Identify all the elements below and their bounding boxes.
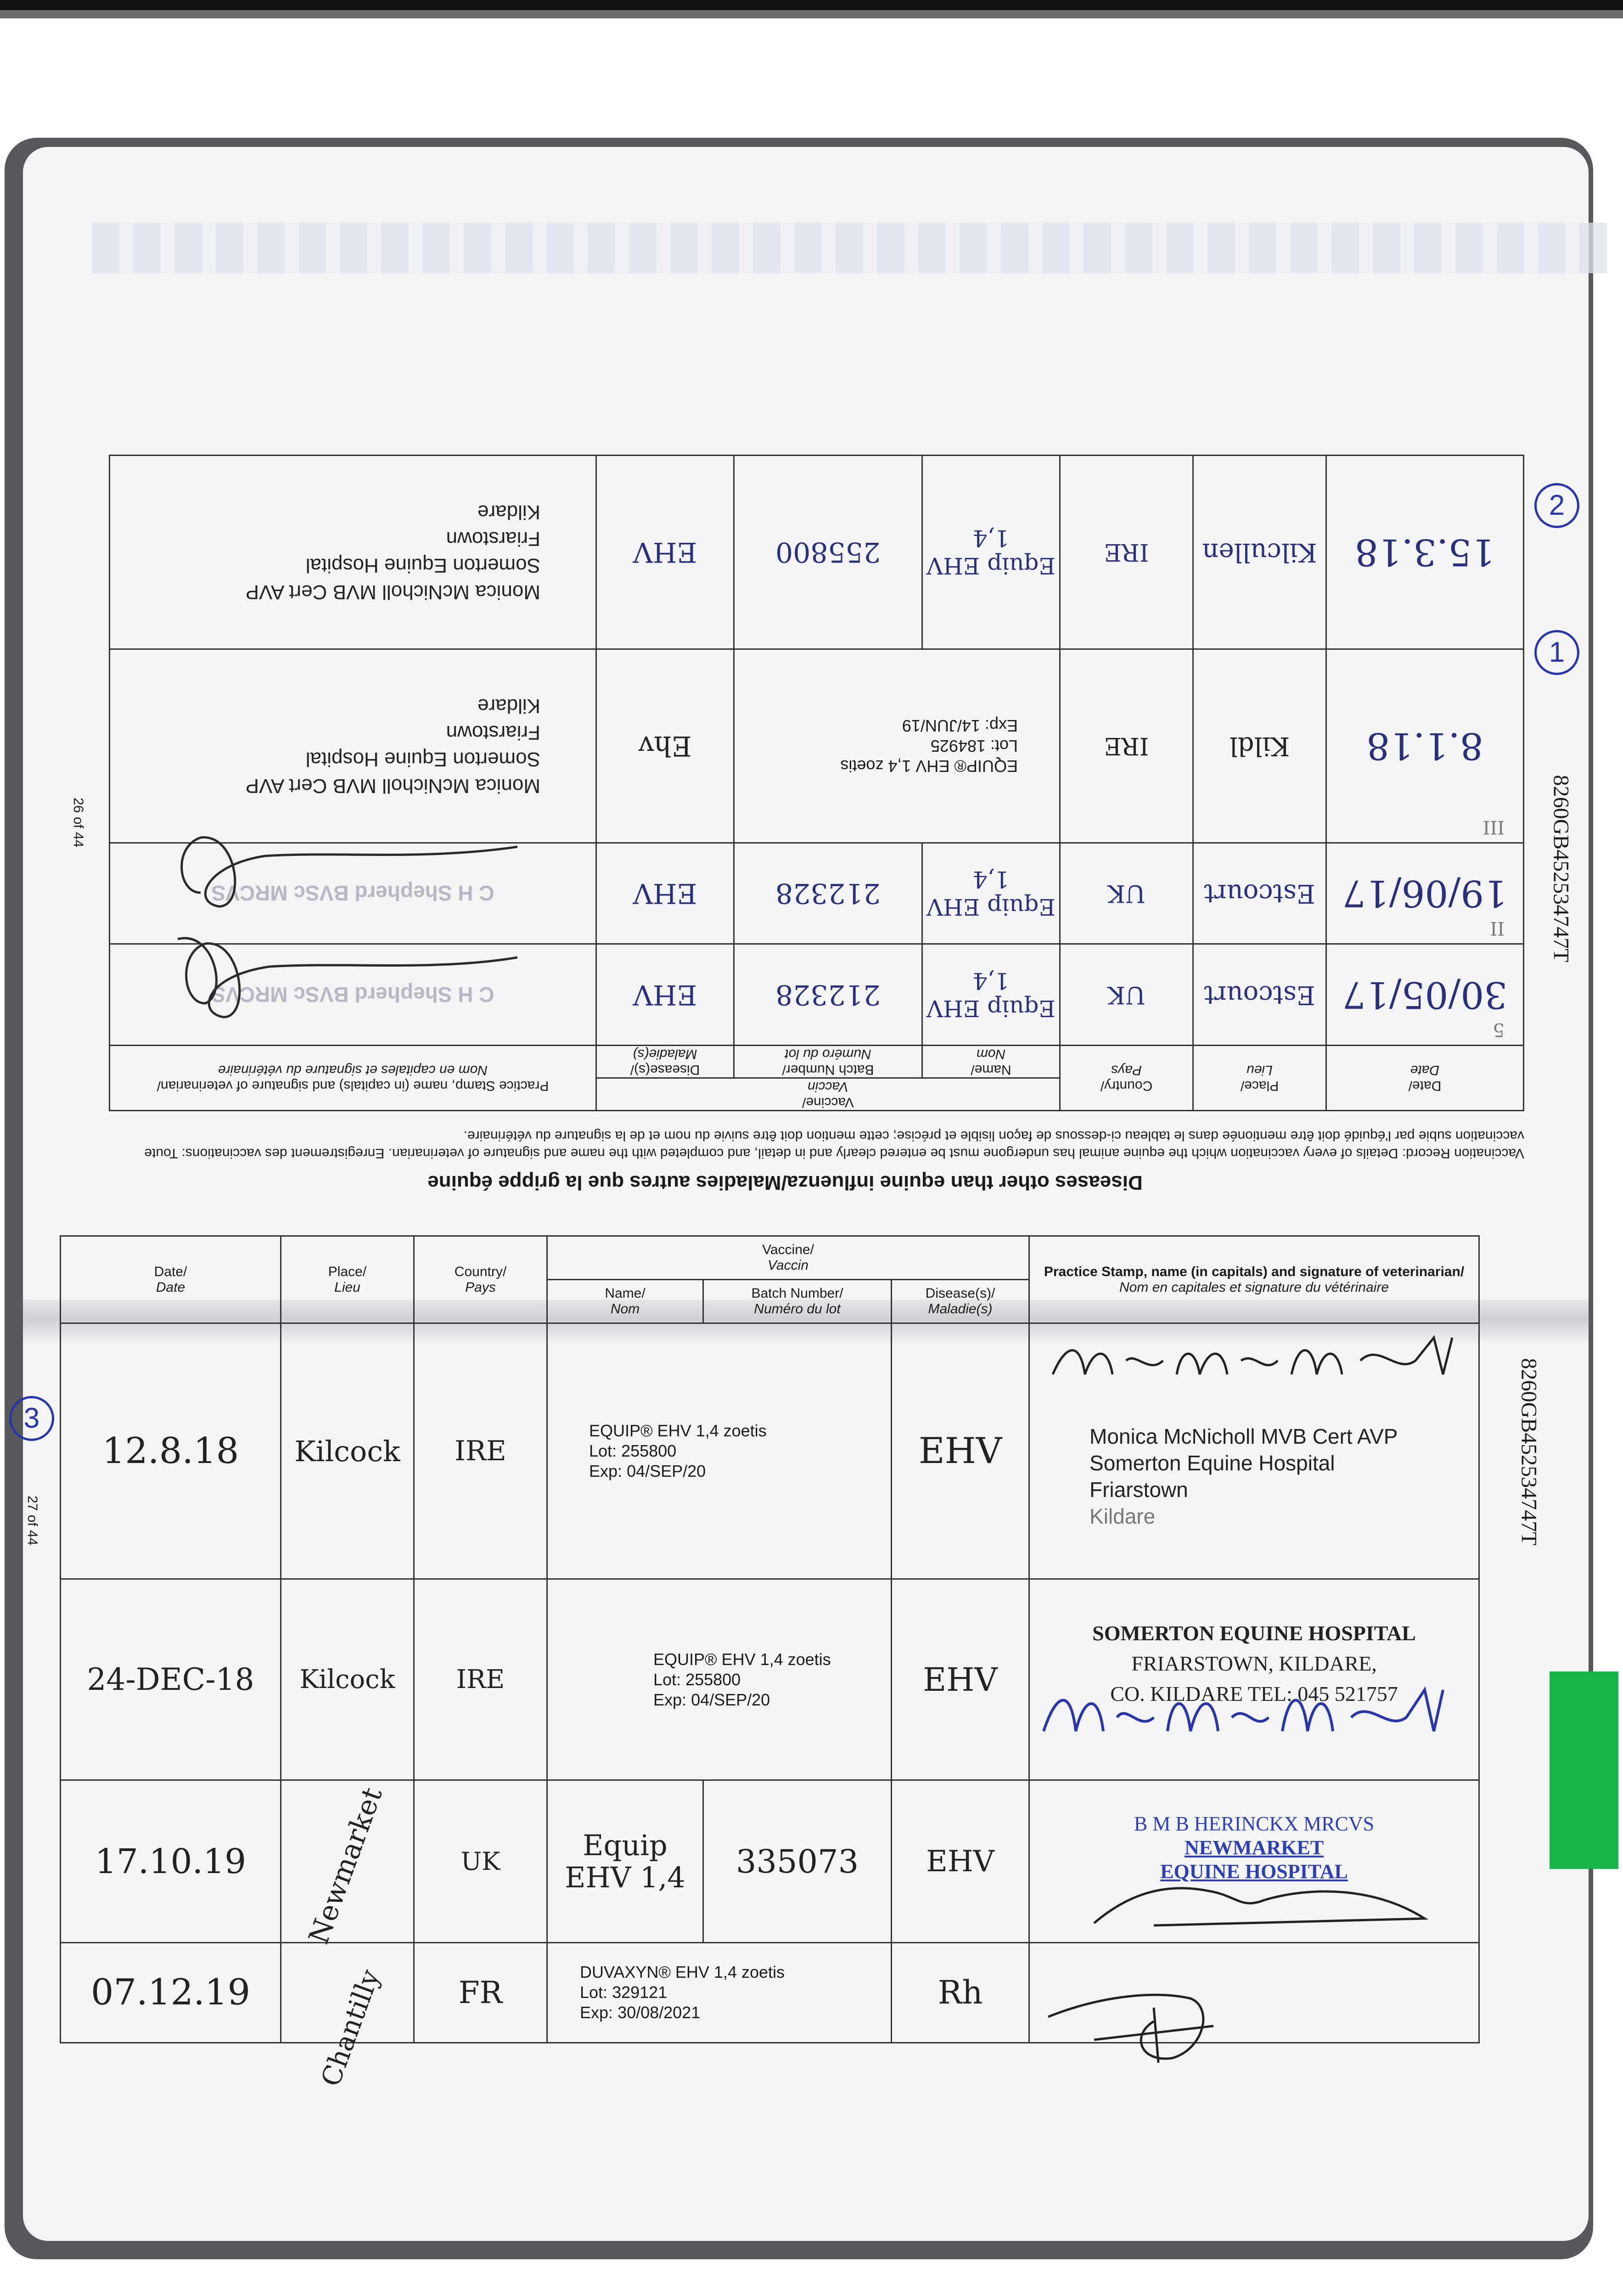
country-cell: IRE	[414, 1579, 547, 1780]
country-cell: IRE	[1060, 649, 1193, 843]
header-place: Place/ Lieu	[1193, 1046, 1326, 1111]
header-place: Place/ Lieu	[281, 1236, 414, 1323]
header-vaccine: Vaccine/ Vaccin	[547, 1236, 1029, 1280]
stamp-cell	[1029, 1579, 1479, 1780]
place-cell	[281, 1942, 414, 2091]
row-mark: 5	[1493, 1019, 1505, 1040]
place-cell: Estcourt	[1193, 944, 1326, 1046]
header-practice-stamp: Practice Stamp, name (in capitals) and signature of veterinarian/ Nom en capitales et signature du vétérinaire	[109, 1046, 596, 1111]
date-cell: 5 30/05/17	[1326, 944, 1524, 1046]
page-number-upper: 26 of 44	[71, 798, 86, 848]
disease-cell: Ehv	[596, 649, 734, 843]
exp-value: 04/SEP/20	[627, 1462, 706, 1481]
practice-stamp: SOMERTON EQUINE HOSPITAL FRIARSTOWN, KILDARE, CO. KILDARE TEL: 045 521757	[1092, 1621, 1416, 1705]
lot-value: 329121	[612, 1983, 668, 2002]
date-cell: II 19/06/17	[1326, 843, 1524, 944]
stamp-cell	[1029, 1780, 1479, 1943]
country-cell: UK	[414, 1780, 547, 1943]
table-row	[109, 843, 1523, 944]
row-number-badge: 3	[9, 1396, 54, 1441]
practice-stamp: Monica McNicholl MVB Cert AVP Somerton Equine Hospital Friarstown Kildare	[245, 695, 540, 798]
batch-cell: 255800	[734, 456, 922, 649]
date-cell: 24-DEC-18	[61, 1579, 281, 1780]
header-date: Date/ Date	[1326, 1046, 1524, 1111]
place-text: Chantilly	[314, 1965, 386, 2091]
vaccine-label-cell	[547, 1323, 892, 1579]
header-country: Country/ Pays	[1060, 1046, 1193, 1111]
vaccine-label: DUVAXYN® EHV 1,4 zoetis Lot: 329121 Exp: 30/08/2021	[548, 1962, 891, 2023]
vaccine-name-cell: Equip EHV 1,4	[922, 944, 1060, 1046]
stamp-cell	[1029, 1323, 1479, 1579]
stamp-cell	[109, 456, 596, 649]
green-index-tab	[1550, 1671, 1618, 1869]
date-cell: 15.3.18	[1326, 456, 1524, 649]
stamp-cell	[109, 649, 596, 843]
header-disease: Disease(s)/ Maladie(s)	[596, 1046, 734, 1078]
disease-cell: EHV	[892, 1780, 1029, 1943]
lot-value: 255800	[621, 1441, 677, 1461]
table-row	[61, 1780, 1479, 1943]
stamp-text: C H Shepherd BVSc MRCVS	[211, 881, 494, 906]
vaccine-name-cell: Equip EHV 1,4	[547, 1780, 703, 1943]
signature-icon	[1039, 1685, 1452, 1740]
lot-value: 255800	[685, 1670, 741, 1689]
table-row	[61, 1323, 1479, 1579]
header-vaccine: Vaccine/ Vaccin	[596, 1078, 1060, 1111]
header-batch: Batch Number/ Numéro du lot	[734, 1046, 922, 1078]
vaccine-label: EQUIP® EHV 1,4 zoetis Lot: 184925 Exp: 14/JUN/19	[735, 715, 1059, 776]
header-name: Name/ Nom	[547, 1280, 703, 1323]
vaccine-name: DUVAXYN® EHV 1,4 zoetis	[580, 1963, 785, 1982]
place-cell: Kilcock	[281, 1323, 414, 1579]
header-batch: Batch Number/ Numéro du lot	[703, 1280, 892, 1323]
country-cell: UK	[1060, 843, 1193, 944]
vaccine-name-cell: Equip EHV 1,4	[922, 843, 1060, 944]
header-disease: Disease(s)/ Maladie(s)	[892, 1280, 1029, 1323]
country-cell: IRE	[1060, 456, 1193, 649]
section-title: Diseases other than equine influenza/Maladies autres que la grippe équine	[427, 1171, 1143, 1194]
place-cell: Estcourt	[1193, 843, 1326, 944]
scan-top-edge	[0, 0, 1623, 10]
exp-value: 30/08/2021	[618, 2003, 701, 2022]
date-cell: 12.8.18	[61, 1323, 281, 1579]
vaccine-label-cell	[734, 649, 1060, 843]
vaccine-name-cell: Equip EHV 1,4	[922, 456, 1060, 649]
place-text: Newmarket	[303, 1783, 389, 1948]
batch-cell: 212328	[734, 843, 922, 944]
header-country: Country/ Pays	[414, 1236, 547, 1323]
instructions-text: Vaccination Record: Details of every vaccination which the equine animal has undergone must be entered clearly and in detail, and completed with the name and signature of veterinarian. Enregistrement des vaccinations: Toute vaccination subie par l'équidé doit être mentionée dans le tableau ci-dessous de façon lisible et précise; cette mention doit être suivie du nom et de la signature du vétérinaire.	[144, 1128, 1524, 1161]
page-tear-strip	[92, 223, 1607, 273]
practice-stamp: B M B HERINCKX MRCVS NEWMARKET EQUINE HOSPITAL	[1134, 1812, 1375, 1883]
row-mark: II	[1490, 917, 1505, 939]
signature-icon	[1089, 1868, 1457, 1932]
stamp-cell	[1029, 1942, 1479, 2043]
exp-value: 04/SEP/20	[691, 1690, 770, 1709]
page-number-lower: 27 of 44	[25, 1496, 40, 1546]
lot-value: 184925	[930, 737, 986, 756]
batch-cell: 212328	[734, 944, 922, 1046]
disease-cell: EHV	[596, 944, 734, 1046]
place-cell: Kilcullen	[1193, 456, 1326, 649]
row-number-badge: 2	[1534, 483, 1579, 528]
passport-id-upper: 8260GB452534747T	[1549, 775, 1573, 962]
date-cell: 07.12.19	[61, 1942, 281, 2043]
vaccine-label-cell	[547, 1942, 892, 2043]
country-cell: UK	[1060, 944, 1193, 1046]
disease-cell: EHV	[596, 456, 734, 649]
place-cell: Kildl	[1193, 649, 1326, 843]
header-date: Date/ Date	[61, 1236, 281, 1323]
practice-stamp: Monica McNicholl MVB Cert AVP Somerton Equine Hospital Friarstown Kildare	[245, 501, 540, 604]
vaccine-name: EQUIP® EHV 1,4 zoetis	[589, 1421, 767, 1441]
table-row	[109, 456, 1523, 649]
disease-cell: EHV	[596, 843, 734, 944]
country-cell: FR	[414, 1942, 547, 2043]
exp-value: 14/JUN/19	[902, 716, 980, 736]
country-cell: IRE	[414, 1323, 547, 1579]
passport-id-lower: 8260GB452534747T	[1516, 1358, 1541, 1546]
row-mark: III	[1483, 816, 1505, 838]
signature-icon	[1048, 1333, 1471, 1388]
stamp-text: C H Shepherd BVSc MRCVS	[211, 983, 494, 1007]
vaccine-label: EQUIP® EHV 1,4 zoetis Lot: 255800 Exp: 04/SEP/20	[548, 1421, 891, 1481]
vaccination-table-upper	[109, 455, 1524, 1111]
table-row	[109, 944, 1523, 1046]
vaccine-name: EQUIP® EHV 1,4 zoetis	[840, 757, 1018, 776]
faded-stamp-ghost	[1250, 1994, 1254, 2014]
disease-cell: Rh	[892, 1942, 1029, 2043]
disease-cell: EHV	[892, 1579, 1029, 1780]
table-row	[61, 1579, 1479, 1780]
practice-stamp: Monica McNicholl MVB Cert AVP Somerton Equine Hospital Friarstown Kildare	[1089, 1424, 1398, 1529]
vaccine-label: EQUIP® EHV 1,4 zoetis Lot: 255800 Exp: 04/SEP/20	[548, 1649, 891, 1710]
table-row	[61, 1942, 1479, 2043]
disease-cell: EHV	[892, 1323, 1029, 1579]
date-cell: III 8.1.18	[1326, 649, 1524, 843]
batch-cell: 335073	[703, 1780, 892, 1943]
vaccination-table-lower	[60, 1235, 1480, 2091]
header-name: Name/ Nom	[922, 1046, 1060, 1078]
header-practice-stamp: Practice Stamp, name (in capitals) and signature of veterinarian/ Nom en capitales et signature du vétérinaire	[1029, 1236, 1479, 1323]
stamp-cell	[109, 843, 596, 944]
stamp-cell	[109, 944, 596, 1046]
scan-top-shadow	[0, 10, 1623, 18]
date-cell: 17.10.19	[61, 1780, 281, 1943]
place-cell	[281, 1780, 414, 1948]
row-number-badge: 1	[1534, 630, 1579, 675]
place-cell: Kilcock	[281, 1579, 414, 1780]
vaccine-label-cell	[547, 1579, 892, 1780]
signature-icon	[1039, 1971, 1232, 2077]
vaccine-name: EQUIP® EHV 1,4 zoetis	[653, 1649, 831, 1669]
table-row	[109, 649, 1523, 843]
